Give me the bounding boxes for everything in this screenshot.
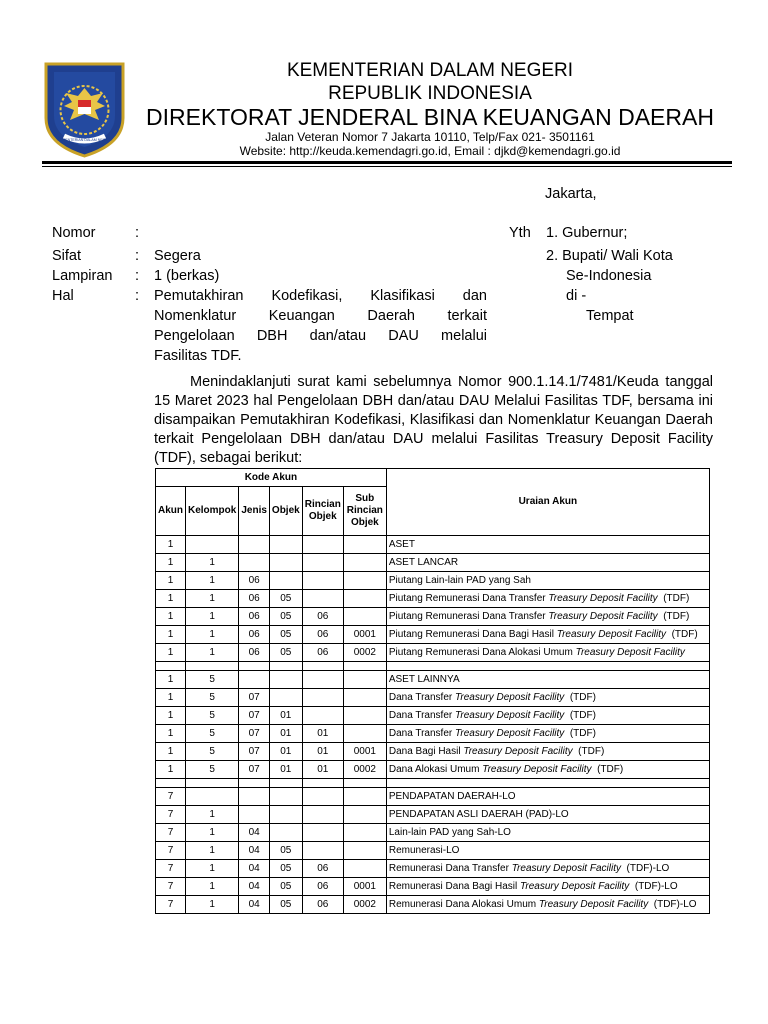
uraian-italic-text: Treasury Deposit Facility [455,709,565,721]
kelompok-cell: 1 [186,572,239,590]
jenis-cell: 06 [239,626,270,644]
sub-rincian-objek-cell [343,572,386,590]
akun-cell: 7 [156,896,186,914]
kelompok-cell: 5 [186,743,239,761]
jenis-cell: 04 [239,860,270,878]
objek-cell [269,572,302,590]
sub-rincian-objek-cell [343,842,386,860]
kelompok-cell: 5 [186,761,239,779]
uraian-text: (TDF) [564,709,596,721]
akun-header: Akun [156,487,186,536]
uraian-italic-text: Treasury Deposit Facility [463,745,573,757]
rincian-objek-header: Rincian Objek [302,487,343,536]
objek-cell [269,536,302,554]
table-spacer-row [156,779,710,788]
hal-line: Fasilitas TDF. [154,348,242,364]
uraian-italic-text: Treasury Deposit Facility [548,610,658,622]
uraian-cell [386,878,709,896]
table-row [156,806,710,824]
akun-cell: 1 [156,725,186,743]
recipient-bupati: 2. Bupati/ Wali Kota [546,248,673,264]
uraian-text: Remunerasi Dana Transfer [388,862,512,874]
uraian-cell [386,761,709,779]
table-row [156,761,710,779]
uraian-text: Piutang Remunerasi Dana Bagi Hasil [388,628,557,640]
uraian-text: Dana Bagi Hasil [388,745,464,757]
recipient-se-indonesia: Se-Indonesia [566,268,652,284]
table-row [156,671,710,689]
recipient-gubernur: 1. Gubernur; [546,225,628,241]
rincian-objek-cell: 06 [302,608,343,626]
spacer-cell [386,779,709,788]
akun-cell: 1 [156,671,186,689]
rincian-objek-cell [302,554,343,572]
uraian-cell [386,572,709,590]
uraian-italic-text: Treasury Deposit Facility [548,592,658,604]
letterhead-rule-thick [42,161,732,164]
akun-cell: 7 [156,842,186,860]
uraian-cell [386,626,709,644]
objek-cell [269,806,302,824]
kelompok-cell: 5 [186,671,239,689]
letterhead-country: REPUBLIK INDONESIA [328,83,532,104]
spacer-cell [156,779,186,788]
objek-cell: 01 [269,707,302,725]
table-row [156,743,710,761]
uraian-text: Piutang Remunerasi Dana Transfer [388,610,549,622]
objek-cell: 05 [269,626,302,644]
sub-rincian-objek-cell [343,554,386,572]
uraian-text: (TDF)-LO [620,862,670,874]
sub-rincian-objek-cell [343,860,386,878]
akun-cell: 7 [156,824,186,842]
letterhead-website: Website: http://keuda.kemendagri.go.id, Email : djkd@kemendagri.go.id [239,144,621,158]
jenis-cell: 07 [239,725,270,743]
rincian-objek-cell [302,842,343,860]
objek-cell: 01 [269,725,302,743]
uraian-cell [386,554,709,572]
table-row [156,536,710,554]
sub-rincian-objek-cell [343,689,386,707]
sub-rincian-objek-cell [343,608,386,626]
jenis-cell: 07 [239,689,270,707]
table-row [156,860,710,878]
table-row [156,644,710,662]
objek-cell [269,554,302,572]
table-row [156,788,710,806]
sub-rincian-objek-cell [343,707,386,725]
uraian-text: Piutang Remunerasi Dana Alokasi Umum [388,646,576,658]
objek-header: Objek [269,487,302,536]
uraian-text: Remunerasi Dana Alokasi Umum [388,898,539,910]
akun-cell: 1 [156,608,186,626]
jenis-cell: 07 [239,743,270,761]
uraian-cell [386,743,709,761]
kelompok-cell: 5 [186,707,239,725]
spacer-cell [239,779,270,788]
table-spacer-row [156,662,710,671]
uraian-italic-text: Treasury Deposit Facility [455,691,565,703]
spacer-cell [186,779,239,788]
kelompok-cell [186,536,239,554]
akun-cell: 7 [156,878,186,896]
rincian-objek-cell [302,572,343,590]
letterhead-address: Jalan Veteran Nomor 7 Jakarta 10110, Telp/Fax 021- 3501161 [265,130,595,144]
table-row [156,725,710,743]
uraian-text: Lain-lain PAD yang Sah-LO [388,826,511,838]
logo-text: KEMENTERIAN DALAM NEGERI [57,138,112,142]
uraian-cell [386,590,709,608]
uraian-italic-text: Treasury Deposit Facility [455,727,565,739]
uraian-text: PENDAPATAN ASLI DAERAH (PAD)-LO [388,808,569,820]
uraian-text: (TDF) [564,727,596,739]
nomor-label: Nomor [52,225,96,241]
sifat-value: Segera [154,248,201,264]
sub-rincian-objek-header: Sub Rincian Objek [343,487,386,536]
table-row [156,590,710,608]
uraian-italic-text: Treasury Deposit Facility [538,898,649,910]
table-row [156,572,710,590]
uraian-text: (TDF) [657,610,690,622]
uraian-cell [386,689,709,707]
kelompok-cell: 1 [186,554,239,572]
kelompok-cell: 1 [186,824,239,842]
rincian-objek-cell [302,806,343,824]
spacer-cell [186,662,239,671]
uraian-text: Piutang Lain-lain PAD yang Sah [388,574,531,586]
objek-cell: 05 [269,842,302,860]
uraian-text: Dana Transfer [388,709,455,721]
table-row [156,842,710,860]
kelompok-cell: 1 [186,626,239,644]
sub-rincian-objek-cell: 0002 [343,761,386,779]
letterhead-ministry: KEMENTERIAN DALAM NEGERI [286,60,574,81]
kelompok-cell: 1 [186,644,239,662]
uraian-italic-text: Treasury Deposit Facility [511,862,621,874]
kelompok-cell: 5 [186,725,239,743]
spacer-cell [302,779,343,788]
table-row [156,707,710,725]
table-row [156,824,710,842]
letterhead-rule-thin [42,166,732,167]
kemendagri-logo [42,60,127,158]
objek-cell: 05 [269,608,302,626]
rincian-objek-cell [302,590,343,608]
hal-colon: : [135,288,140,304]
uraian-text: (TDF)-LO [629,880,678,892]
jenis-cell: 04 [239,878,270,896]
rincian-objek-cell [302,671,343,689]
rincian-objek-cell [302,536,343,554]
spacer-cell [386,662,709,671]
uraian-text: (TDF) [657,592,690,604]
rincian-objek-cell: 01 [302,761,343,779]
sub-rincian-objek-cell: 0001 [343,743,386,761]
rincian-objek-cell [302,788,343,806]
uraian-text: Dana Transfer [388,691,455,703]
objek-cell: 01 [269,761,302,779]
objek-cell [269,671,302,689]
hal-label: Hal [52,288,74,304]
akun-cell: 1 [156,590,186,608]
spacer-cell [156,662,186,671]
kelompok-cell: 1 [186,896,239,914]
jenis-cell [239,806,270,824]
uraian-cell [386,896,709,914]
uraian-cell [386,536,709,554]
uraian-italic-text: Treasury Deposit Facility [482,763,592,775]
objek-cell: 05 [269,878,302,896]
sub-rincian-objek-cell [343,824,386,842]
rincian-objek-cell: 06 [302,878,343,896]
kelompok-cell: 1 [186,608,239,626]
sub-rincian-objek-cell [343,671,386,689]
spacer-cell [302,662,343,671]
akun-cell: 1 [156,761,186,779]
uraian-text: (TDF) [572,745,605,757]
objek-cell: 05 [269,590,302,608]
akun-cell: 1 [156,644,186,662]
kelompok-cell: 1 [186,842,239,860]
uraian-cell [386,725,709,743]
rincian-objek-cell [302,824,343,842]
akun-cell: 1 [156,536,186,554]
akun-cell: 7 [156,806,186,824]
sub-rincian-objek-cell: 0002 [343,644,386,662]
place-date: Jakarta, [545,186,597,202]
sub-rincian-objek-cell: 0001 [343,878,386,896]
uraian-cell [386,824,709,842]
table-row [156,689,710,707]
kelompok-cell: 1 [186,878,239,896]
jenis-cell [239,788,270,806]
uraian-text: (TDF) [591,763,624,775]
kelompok-cell [186,788,239,806]
recipient-tempat: Tempat [586,308,634,324]
sub-rincian-objek-cell [343,788,386,806]
hal-line: Pengelolaan DBH dan/atau DAU melalui [154,328,487,344]
sub-rincian-objek-cell [343,806,386,824]
akun-cell: 1 [156,626,186,644]
rincian-objek-cell: 06 [302,644,343,662]
kelompok-cell: 1 [186,860,239,878]
jenis-cell: 04 [239,896,270,914]
uraian-cell [386,806,709,824]
uraian-cell [386,788,709,806]
uraian-text: (TDF) [666,628,698,640]
lampiran-value: 1 (berkas) [154,268,220,284]
lampiran-colon: : [135,268,140,284]
objek-cell [269,788,302,806]
uraian-text: Dana Alokasi Umum [388,763,483,775]
kelompok-cell: 1 [186,590,239,608]
uraian-cell [386,707,709,725]
rincian-objek-cell [302,707,343,725]
uraian-cell [386,860,709,878]
uraian-text: (TDF)-LO [648,898,697,910]
lampiran-label: Lampiran [52,268,113,284]
uraian-text: Piutang Remunerasi Dana Transfer [388,592,549,604]
spacer-cell [343,779,386,788]
kelompok-cell: 1 [186,806,239,824]
uraian-akun-header: Uraian Akun [386,469,709,536]
jenis-cell: 07 [239,707,270,725]
spacer-cell [269,779,302,788]
account-code-table [155,468,710,914]
objek-cell: 05 [269,860,302,878]
yth-label: Yth [509,225,531,241]
akun-cell: 1 [156,554,186,572]
jenis-header: Jenis [239,487,270,536]
body-paragraph: Menindaklanjuti surat kami sebelumnya Nomor 900.1.14.1/7481/Keuda tanggal 15 Maret 2023 hal Pengelolaan DBH dan/atau DAU Melalui Fasilitas TDF, bersama ini disampaikan Pemutakhiran Kodefikasi, Klasifikasi dan Nomenklatur Keuangan Daerah terkait Pengelolaan DBH dan/atau DAU melalui Fasilitas Treasury Deposit Facility (TDF), sebagai berikut: [154,374,713,466]
uraian-text: PENDAPATAN DAERAH-LO [388,790,516,802]
sub-rincian-objek-cell [343,536,386,554]
table-row [156,878,710,896]
jenis-cell: 06 [239,608,270,626]
uraian-text: ASET [388,538,415,550]
objek-cell [269,824,302,842]
jenis-cell: 06 [239,590,270,608]
uraian-italic-text: Treasury Deposit Facility [520,880,630,892]
uraian-italic-text: Treasury Deposit Facility [556,628,667,640]
rincian-objek-cell: 01 [302,725,343,743]
akun-cell: 1 [156,743,186,761]
spacer-cell [239,662,270,671]
uraian-italic-text: Treasury Deposit Facility [575,646,685,658]
uraian-cell [386,671,709,689]
uraian-cell [386,608,709,626]
recipient-di: di - [566,288,587,304]
hal-subject [154,286,487,366]
sifat-colon: : [135,248,140,264]
rincian-objek-cell: 06 [302,896,343,914]
table-row [156,896,710,914]
sub-rincian-objek-cell [343,590,386,608]
uraian-text: ASET LAINNYA [388,673,460,685]
uraian-cell [386,644,709,662]
rincian-objek-cell: 06 [302,626,343,644]
jenis-cell: 06 [239,644,270,662]
sub-rincian-objek-cell: 0001 [343,626,386,644]
jenis-cell [239,671,270,689]
jenis-cell [239,536,270,554]
akun-cell: 1 [156,689,186,707]
objek-cell: 05 [269,644,302,662]
letterhead-directorate: DIREKTORAT JENDERAL BINA KEUANGAN DAERAH [146,104,714,130]
hal-line: Pemutakhiran Kodefikasi, Klasifikasi dan [154,288,487,304]
objek-cell: 01 [269,743,302,761]
akun-cell: 1 [156,707,186,725]
rincian-objek-cell [302,689,343,707]
kelompok-header: Kelompok [186,487,239,536]
jenis-cell: 04 [239,824,270,842]
hal-line: Nomenklatur Keuangan Daerah terkait [154,308,487,324]
spacer-cell [343,662,386,671]
objek-cell [269,689,302,707]
objek-cell: 05 [269,896,302,914]
jenis-cell [239,554,270,572]
uraian-text: Remunerasi-LO [388,844,460,856]
jenis-cell: 06 [239,572,270,590]
uraian-text: (TDF) [564,691,596,703]
sub-rincian-objek-cell: 0002 [343,896,386,914]
sub-rincian-objek-cell [343,725,386,743]
table-row [156,554,710,572]
spacer-cell [269,662,302,671]
rincian-objek-cell: 06 [302,860,343,878]
uraian-text: Dana Transfer [388,727,455,739]
uraian-text: ASET LANCAR [388,556,459,568]
table-row [156,608,710,626]
nomor-colon: : [135,225,140,241]
sifat-label: Sifat [52,248,82,264]
kode-akun-header: Kode Akun [156,469,387,487]
jenis-cell: 07 [239,761,270,779]
akun-cell: 7 [156,860,186,878]
uraian-text: Remunerasi Dana Bagi Hasil [388,880,521,892]
akun-cell: 1 [156,572,186,590]
table-row [156,626,710,644]
uraian-cell [386,842,709,860]
akun-cell: 7 [156,788,186,806]
kelompok-cell: 5 [186,689,239,707]
rincian-objek-cell: 01 [302,743,343,761]
jenis-cell: 04 [239,842,270,860]
